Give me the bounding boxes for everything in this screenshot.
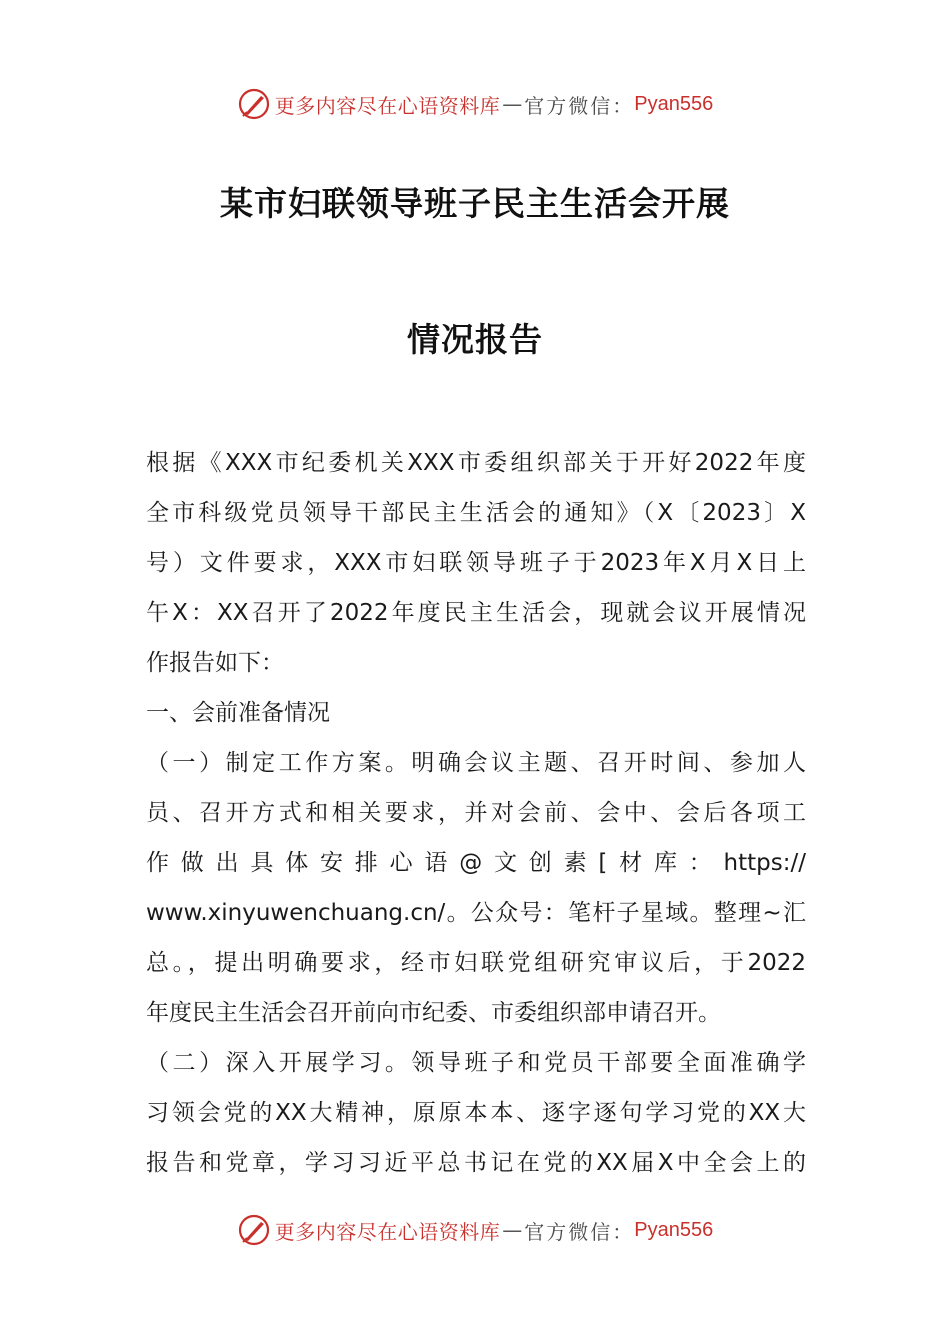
banner-wechat-id: Pyan556	[634, 1218, 714, 1241]
quill-logo-icon	[237, 1213, 271, 1247]
body-line: 作做出具体安排心语@文创素[材库：https://	[146, 850, 806, 876]
body-line: 员、召开方式和相关要求，并对会前、会中、会后各项工	[146, 800, 806, 826]
body-line: 全市科级党员领导干部民主生活会的通知》（X〔2023〕X	[146, 500, 806, 526]
header-banner	[0, 82, 950, 126]
document-body	[146, 438, 806, 1188]
body-line: 习领会党的XX大精神，原原本本、逐字逐句学习党的XX大	[146, 1100, 806, 1126]
quill-logo-icon	[237, 87, 271, 121]
body-line: （二）深入开展学习。领导班子和党员干部要全面准确学	[146, 1050, 806, 1076]
document-title-line-2: 情况报告	[407, 320, 543, 359]
body-line: 作报告如下：	[146, 650, 284, 676]
banner-wechat-label: 官方微信：	[524, 1219, 635, 1244]
body-line: 午X：XX召开了2022年度民主生活会，现就会议开展情况	[146, 600, 806, 626]
banner-text: 更多内容尽在心语资料库	[274, 1219, 501, 1244]
document-title-line-1: 某市妇联领导班子民主生活会开展	[220, 184, 730, 223]
body-line: 号）文件要求，XXX市妇联领导班子于2023年X月X日上	[146, 550, 806, 576]
body-line: 总。，提出明确要求，经市妇联党组研究审议后，于2022	[146, 950, 806, 976]
banner-wechat-label: 官方微信：	[524, 93, 635, 118]
banner-text: 更多内容尽在心语资料库	[274, 93, 501, 118]
banner-wechat-id: Pyan556	[634, 92, 714, 115]
section-heading: 一、会前准备情况	[146, 700, 330, 726]
body-line: 报告和党章，学习习近平总书记在党的XX届X中全会上的	[146, 1150, 806, 1176]
footer-banner	[0, 1208, 950, 1252]
body-line: （一）制定工作方案。明确会议主题、召开时间、参加人	[146, 750, 806, 776]
body-line: 年度民主生活会召开前向市纪委、市委组织部申请召开。	[146, 1000, 721, 1026]
body-line: 根据《XXX市纪委机关XXX市委组织部关于开好2022年度	[146, 450, 806, 476]
banner-dash: —	[502, 92, 523, 116]
body-line: www.xinyuwenchuang.cn/。公众号：笔杆子星域。整理~汇	[146, 900, 806, 926]
banner-dash: —	[502, 1218, 523, 1242]
